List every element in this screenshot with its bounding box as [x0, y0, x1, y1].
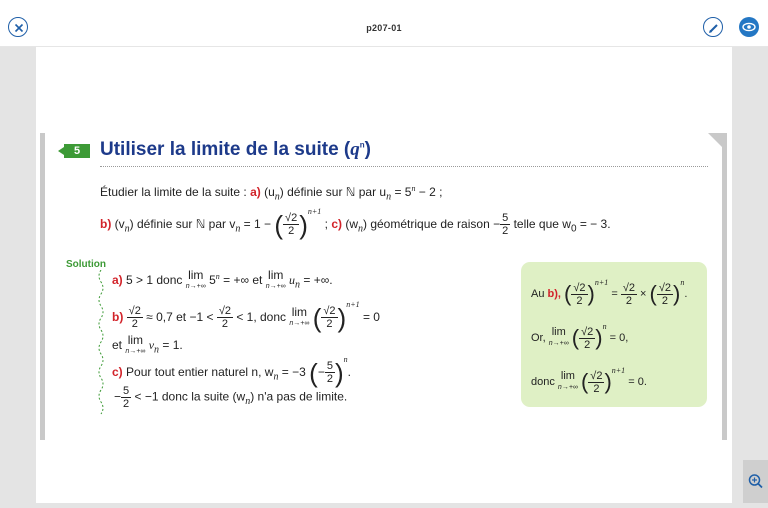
solution-c-line2: − $\frac{5}{2}$ < −1 donc la suite $(w_n)$ n'a pas de limite. — [114, 385, 348, 410]
pencil-icon — [704, 18, 724, 38]
aside-line-2: Or, lim n→+∞ ( $\frac{√2}{2}$ )$^n$ = 0, — [531, 322, 629, 351]
solution-b: b) $\frac{√2}{2}$ ≈ 0,7 et −1 < $\frac{√2}{2}$ < 1, donc lim n→+∞ ( $\frac{√2}{2}$ )$^{n+1}$ = 0 — [112, 300, 380, 333]
statement-line-2: b) $(v_n)$ définie sur ℕ par $v_n = 1$ − ( $\frac{√2}{2}$ )$^{n+1}$ ; c) $(w_n)$ géométrique de raison − $\frac{5}{2}$ telle que $w_0$ = − 3. — [100, 207, 611, 240]
page-title: p207-01 — [366, 23, 402, 33]
zoom-button[interactable] — [743, 460, 768, 503]
solution-b-line2: et lim n→+∞ $v_n = 1$. — [112, 333, 183, 356]
solution-zigzag — [96, 270, 106, 418]
page-corner — [708, 133, 726, 151]
aside-line-3: donc lim n→+∞ ( $\frac{√2}{2}$ )$^{n+1}$ = 0. — [531, 366, 647, 395]
zoom-in-icon — [743, 460, 768, 503]
left-margin-bar — [40, 133, 45, 440]
solution-label: Solution — [66, 259, 106, 270]
solution-c: c) Pour tout entier naturel n, $w_n = -3$ (− $\frac{5}{2}$ )$^n$. — [112, 355, 351, 388]
exercise-heading: Utiliser la limite de la suite $(q^n)$ — [100, 139, 371, 160]
view-button[interactable] — [739, 17, 759, 37]
solution-a: a) 5 > 1 donc lim n→+∞ $5^n$ = +∞ et lim n→+∞ $u_n$ = +∞. — [112, 268, 333, 291]
exercise-number: 5 — [64, 144, 90, 158]
right-margin-bar — [722, 133, 727, 440]
edit-button[interactable] — [703, 17, 723, 37]
statement-line-1: Étudier la limite de la suite : a) $(u_n)$ définie sur ℕ par $u_n = 5^n - 2$ ; — [100, 184, 443, 203]
heading-divider — [100, 166, 708, 167]
eye-icon — [739, 17, 759, 37]
aside-line-1: Au b), ( $\frac{√2}{2}$ )$^{n+1}$ = $\frac{√2}{2}$ × ( $\frac{√2}{2}$ )$^n$. — [531, 278, 688, 307]
top-toolbar — [0, 0, 768, 47]
